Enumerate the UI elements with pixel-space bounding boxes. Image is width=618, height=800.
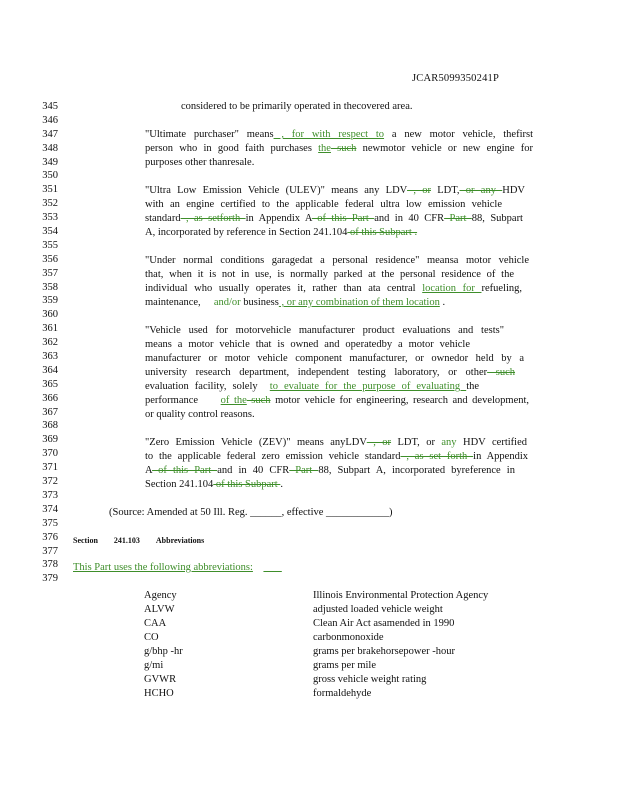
text-line-365: [145, 380, 479, 394]
section-label: Section: [73, 536, 98, 545]
line-number: 356: [42, 253, 58, 265]
abbreviation-meaning: Clean Air Act asamended in 1990: [313, 618, 455, 629]
text-run: A: [145, 465, 153, 476]
text-run: A, incorporated by reference in Section 241.104: [145, 227, 348, 238]
text-run: .: [280, 479, 283, 490]
inserted-text: any: [434, 437, 457, 448]
line-number: 376: [42, 531, 58, 543]
line-number: 362: [42, 337, 58, 349]
line-number: 350: [42, 170, 58, 182]
deleted-text: such: [487, 367, 516, 378]
line-number: 361: [42, 323, 58, 335]
text-run: "Ultimate purchaser" means: [145, 129, 274, 140]
text-run: person who in good faith purchases: [145, 143, 312, 154]
deleted-text: of this Part: [152, 465, 218, 476]
abbreviation-row: [0, 631, 618, 645]
inserted-text: to evaluate for the purpose of evaluating: [269, 381, 467, 392]
line-number: 364: [42, 364, 58, 376]
abbreviation-row: [0, 617, 618, 631]
line-number: 374: [42, 503, 58, 515]
text-run: in Appendix: [473, 451, 528, 462]
line-number: 353: [42, 212, 58, 224]
abbreviation-row: [0, 589, 618, 603]
abbreviation-meaning: grams per brakehorsepower -hour: [313, 646, 455, 657]
section-title: Abbreviations: [155, 536, 205, 545]
section-number: 241.103: [113, 536, 140, 545]
text-line-367: or quality control reasons.: [145, 409, 255, 420]
line-number: 360: [42, 309, 58, 321]
line-number: 379: [42, 573, 58, 585]
deleted-text: , as set forth: [400, 451, 474, 462]
text-line-372: [145, 478, 283, 492]
deleted-text: Part: [289, 465, 319, 476]
line-number: 357: [42, 267, 58, 279]
abbreviation: GVWR: [144, 674, 177, 685]
deleted-text: such: [330, 143, 357, 154]
abbreviation-row: [0, 645, 618, 659]
text-run: .: [439, 297, 446, 308]
text-run: HDV: [502, 185, 525, 196]
text-line-357: that, when it is not in use, is normally parked at the personal residence of the: [145, 269, 514, 280]
definition-ulev: [145, 184, 525, 198]
line-number: 358: [42, 281, 58, 293]
inserted-text: , for with respect to: [273, 129, 385, 140]
deleted-text: of this Subpart .: [347, 227, 418, 238]
abbreviations-intro: [73, 561, 282, 575]
abbreviation-meaning: formaldehyde: [313, 688, 372, 699]
text-run: LDT,: [430, 185, 460, 196]
text-line-359: [145, 296, 445, 310]
definition-zev: [145, 436, 527, 450]
abbreviation-meaning: grams per mile: [313, 660, 376, 671]
abbreviation: g/bhp -hr: [144, 646, 183, 657]
line-number: 370: [42, 448, 58, 460]
text-line-349: purposes other thanresale.: [145, 157, 255, 168]
line-number: 372: [42, 476, 58, 488]
abbreviation: HCHO: [144, 688, 174, 699]
line-number: 359: [42, 295, 58, 307]
inserted-text: of the: [220, 395, 247, 406]
abbreviation-row: [0, 673, 618, 687]
abbreviation: g/mi: [144, 660, 164, 671]
line-number: 355: [42, 239, 58, 251]
text-run: refueling,: [481, 283, 522, 294]
line-number: 366: [42, 392, 58, 404]
line-number: 352: [42, 198, 58, 210]
definition-vehicle-used: "Vehicle used for motorvehicle manufacturer product evaluations and tests": [145, 325, 504, 336]
line-number: 346: [42, 114, 58, 126]
text-line-348: [145, 142, 533, 156]
text-run: a new motor vehicle, thefirst: [384, 129, 534, 140]
deleted-text: or any: [459, 185, 503, 196]
line-number: 377: [42, 545, 58, 557]
text-line-370: [145, 450, 528, 464]
abbreviation-meaning: carbonmonoxide: [313, 632, 384, 643]
text-run: 88, Subpart A, incorporated byreference in: [318, 465, 515, 476]
line-number: 347: [42, 128, 58, 140]
line-number: 348: [42, 142, 58, 154]
text-run: individual who usually operates it, rather than ata central: [145, 283, 416, 294]
section-heading: [73, 534, 204, 548]
text-line-366: [145, 394, 529, 408]
deleted-text: , or: [366, 437, 392, 448]
abbreviation: CO: [144, 632, 159, 643]
source-note: (Source: Amended at 50 Ill. Reg. ______, effective ____________): [109, 507, 393, 518]
text-run: in Appendix A: [245, 213, 312, 224]
deleted-text: , as setforth: [180, 213, 246, 224]
abbreviation-row: [0, 687, 618, 701]
text-run: LDT, or: [391, 437, 435, 448]
document-id: JCAR5099350241P: [412, 73, 500, 84]
inserted-text: location for: [422, 283, 482, 294]
line-number: 363: [42, 351, 58, 363]
line-number: 354: [42, 226, 58, 238]
abbreviation-row: [0, 603, 618, 617]
abbreviation: Agency: [144, 590, 177, 601]
line-number: 375: [42, 517, 58, 529]
text-run: newmotor vehicle or new engine for: [356, 143, 534, 154]
text-run: performance: [145, 395, 199, 406]
text-line-364: [145, 366, 515, 380]
line-numbers: [38, 100, 58, 586]
text-run: and in 40 CFR: [217, 465, 290, 476]
deleted-text: , or: [407, 185, 431, 196]
abbreviation: ALVW: [144, 604, 175, 615]
abbreviation-meaning: gross vehicle weight rating: [313, 674, 427, 685]
abbreviation-meaning: adjusted loaded vehicle weight: [313, 604, 443, 615]
text-line-353: [145, 212, 523, 226]
text-run: HDV certified: [456, 437, 527, 448]
text-run: "Zero Emission Vehicle (ZEV)" means anyLDV: [145, 437, 367, 448]
text-run: standard: [145, 213, 181, 224]
line-number: 371: [42, 462, 58, 474]
abbreviation-meaning: Illinois Environmental Protection Agency: [313, 590, 489, 601]
line-number: 351: [42, 184, 58, 196]
text-line-345: considered to be primarily operated in thecovered area.: [181, 101, 413, 112]
text-line-363: manufacturer or motor vehicle component manufacturer, or ownedor held by a: [145, 353, 524, 364]
line-number: 345: [42, 101, 58, 112]
text-run: motor vehicle for engineering, research and development,: [270, 395, 530, 406]
definition-ultimate-purchaser: [145, 128, 533, 142]
text-run: to the applicable federal zero emission vehicle standard: [145, 451, 401, 462]
deleted-text: Part: [444, 213, 472, 224]
text-line-354: [145, 226, 417, 240]
text-run: maintenance,: [145, 297, 201, 308]
text-run: Section 241.104: [145, 479, 214, 490]
line-number: 367: [42, 406, 58, 418]
text-run: "Ultra Low Emission Vehicle (ULEV)" means any LDV: [145, 185, 408, 196]
inserted-text: and/or: [213, 297, 241, 308]
inserted-text: the: [318, 143, 331, 154]
text-run: university research department, independent testing laboratory, or other: [145, 367, 488, 378]
deleted-text: such: [246, 395, 271, 406]
abbreviation: CAA: [144, 618, 167, 629]
line-number: 365: [42, 378, 58, 390]
line-number: 373: [42, 489, 58, 501]
line-number: 349: [42, 156, 58, 168]
deleted-text: of this Part: [311, 213, 375, 224]
line-number: 369: [42, 434, 58, 446]
inserted-text: , or any combination of them location: [278, 297, 440, 308]
line-number: 378: [42, 559, 58, 571]
text-line-371: [145, 464, 515, 478]
definition-under-normal-conditions: "Under normal conditions garagedat a personal residence" meansa motor vehicle: [145, 255, 529, 266]
abbreviation-row: [0, 659, 618, 673]
text-run: evaluation facility, solely: [145, 381, 258, 392]
text-run: 88, Subpart: [471, 213, 523, 224]
text-run: the: [466, 381, 480, 392]
text-line-358: [145, 282, 522, 296]
line-number: 368: [42, 420, 58, 432]
text-run: business: [240, 297, 279, 308]
text-line-362: means a motor vehicle that is owned and operatedby a motor vehicle: [145, 339, 470, 350]
text-run: and in 40 CFR: [374, 213, 445, 224]
text-line-352: with an engine certified to the applicable federal ultra low emission vehicle: [145, 199, 502, 210]
inserted-text: This Part uses the following abbreviations:: [73, 562, 253, 573]
deleted-text: of this Subpart: [213, 479, 281, 490]
